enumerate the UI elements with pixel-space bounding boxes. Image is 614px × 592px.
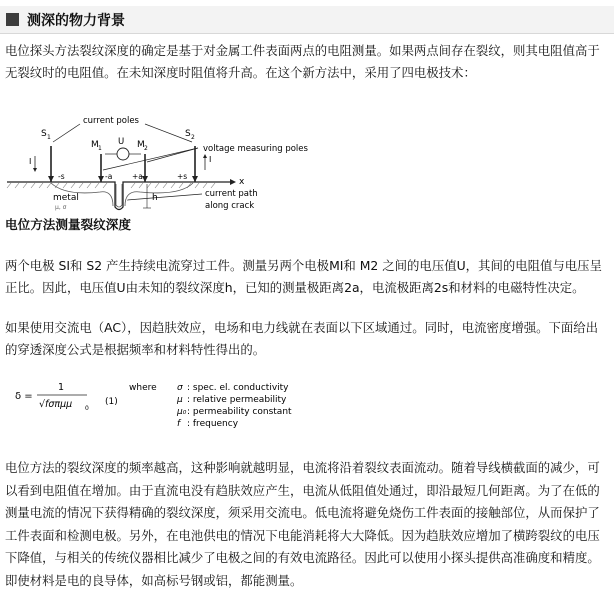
label-i-left: I [29,157,32,166]
label-i-right: I [209,155,212,164]
label-m2: M [137,140,145,150]
label-metal: metal [53,193,79,203]
current-path-pointer [127,194,202,200]
label-voltage-poles: voltage measuring poles [203,144,308,154]
legend-sym-3: f [177,419,181,429]
electrode-m1-tip-icon [98,176,104,182]
legend-text-0: : spec. el. conductivity [187,383,289,393]
metal-hatching [7,183,215,188]
formula-number: (1) [105,397,118,407]
electrode-s1-tip-icon [48,176,54,182]
label-h: h [152,193,158,203]
formula-numerator: 1 [58,382,65,393]
label-u: U [118,137,125,147]
label-plus-s: +s [177,172,188,181]
label-s1: S [41,129,47,139]
crack-inner [116,184,122,207]
label-plus-a: +a [132,172,143,181]
current-path-arc-right [125,183,193,206]
current-arrow-right-icon [203,154,207,158]
label-mu-sigma: μ, σ [55,204,67,211]
voltmeter-icon [117,148,129,160]
formula-where: where [129,383,157,393]
ac-paragraph: 如果使用交流电（AC），因趋肤效应，电场和电力线就在表面以下区域通过。同时，电流密度增强。下面给出的穿透深度公式是根据频率和材料特性得出的。 [5,320,599,357]
electrode-s2-tip-icon [192,176,198,182]
figure-caption: 电位方法测量裂纹深度 [5,217,131,232]
intro-paragraph: 电位探头方法裂纹深度的确定是基于对金属工件表面两点的电阻测量。如果两点间存在裂纹，则其电阻值高于无裂纹时的电阻值。在未知深度时阻值将升高。在这个新方法中，采用了四电极技术： [5,43,600,80]
label-along-crack: along crack [205,201,255,211]
legend-text-2: : permeability constant [187,407,292,417]
label-current-path: current path [205,189,258,199]
section-title: 测深的物力背景 [27,13,125,29]
electrode-paragraph: 两个电极 SI和 S2 产生持续电流穿过工件。测量另两个电极MI和 M2 之间的电压值U，其间的电阻值与电压呈正比。因此，电压值U由未知的裂纹深度h，已知的测量极距离2a，电流极距离2s和材料的电磁特性决定。 [5,258,602,295]
label-s2: S [185,129,191,139]
frequency-paragraph: 电位方法的裂纹深度的频率越高，这种影响就越明显，电流将沿着裂纹表面流动。随着导线横截面的减少，可以看到电阻值在增加。由于直流电没有趋肤效应产生，电流从低阻值处通过，即沿最短几何距离。为了在低的测量电流的情况下获得精确的裂纹深度，须采用交流电。低电流将避免烧伤工件表面的接触部位，从而保护了工件表面和检测电极。另外，在电池供电的情况下电能消耗将大大降低。因为趋肤效应增加了横跨裂纹的电压下降值，与相关的传统仪器相比减少了电极之间的有效电流路径。因此可以使用小探头提供高准确度和精度。即使材料是电的良导体，如高标号钢或铝，都能测量。 [5,460,600,588]
label-minus-a: -a [105,172,113,181]
legend-text-3: : frequency [187,419,239,429]
formula-denominator-sub: 0 [85,405,89,412]
formula-denominator: √fσπμμ [39,399,73,410]
four-electrode-diagram [5,112,335,216]
square-bullet-icon [6,13,19,26]
voltage-poles-pointer-right [147,148,198,162]
crack-shape [111,182,127,210]
label-x-axis: x [239,177,245,187]
penetration-depth-formula [5,373,335,435]
label-minus-s: -s [58,172,65,181]
section-header [0,6,614,34]
formula-lhs: δ = [15,391,33,402]
electrode-m2-tip-icon [142,176,148,182]
current-arrow-left-icon [33,168,37,172]
label-m1: M [91,140,99,150]
legend-sym-2: μ₀ [177,407,187,417]
legend-sym-1: μ [177,395,183,405]
x-axis-arrow-icon [230,179,236,185]
legend-text-1: : relative permeability [187,395,287,405]
label-s1-sub: 1 [47,134,51,141]
current-poles-pointer-left [53,124,80,142]
label-current-poles: current poles [83,116,139,126]
label-s2-sub: 2 [191,134,195,141]
legend-sym-0: σ [177,383,183,393]
label-m2-sub: 2 [144,145,148,152]
label-m1-sub: 1 [98,145,102,152]
